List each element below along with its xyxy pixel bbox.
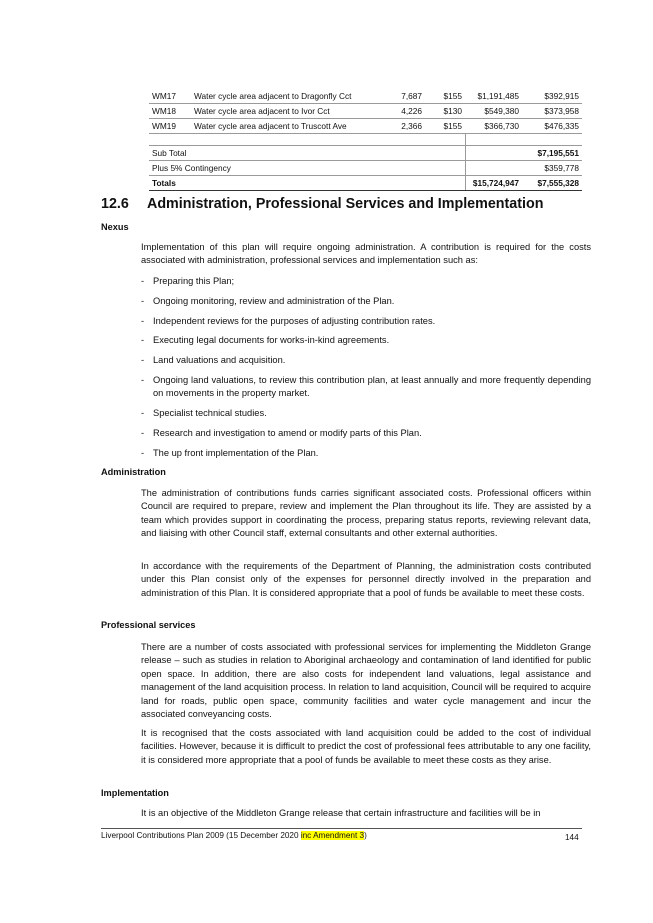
item-contribution: $476,335	[522, 119, 582, 134]
administration-paragraph-2: In accordance with the requirements of the Department of Planning, the administration costs contributed under this Plan consist only of the expenses for personnel directly involved in the preparation and administration of this Plan. It is considered appropriate that a pool of funds be available to meet these costs.	[141, 561, 591, 598]
nexus-bullet-list	[141, 275, 591, 467]
item-description: Water cycle area adjacent to Ivor Cct	[191, 104, 381, 119]
subtotal-row	[149, 146, 582, 161]
table-spacer-row	[149, 134, 582, 146]
list-item: - Land valuations and acquisition.	[141, 355, 286, 366]
list-item: - Preparing this Plan;	[141, 276, 235, 286]
section-heading	[101, 196, 543, 212]
administration-paragraph-1: The administration of contributions funds carries significant associated costs. Professional officers within Council are required to prepare, review and implement the Plan throughout its life. They are assisted by a team which provides support in coordinating the process, preparing status reports, reviewing relevant data, and liaising with other Council staff, external consultants and other external authorities.	[141, 488, 591, 539]
table-row	[149, 119, 582, 134]
item-code: WM18	[149, 104, 191, 119]
professional-services-heading: Professional services	[101, 620, 196, 630]
professional-services-paragraph-1: There are a number of costs associated with professional services for implementing the Middleton Grange release – such as studies in relation to Aboriginal archaeology and contamination of land identified for public open space. In addition, there are also costs for independent land valuations, legal assistance and management of the land acquisition process. In relation to land acquisition, Council will be required to acquire land for roads, public open space, community facilities and water cycle management and incur the associated conveyancing costs.	[141, 642, 591, 720]
item-contribution: $392,915	[522, 89, 582, 104]
item-contribution: $373,958	[522, 104, 582, 119]
professional-services-paragraph-2: It is recognised that the costs associated with land acquisition could be added to the cost of individual facilities. However, because it is difficult to predict the cost of professional fees attributable to any one facility, it is considered more appropriate that a pool of funds be available to meet these costs as they arise.	[141, 728, 591, 765]
section-title: Administration, Professional Services and Implementation	[147, 196, 544, 212]
page-number: 144	[565, 833, 579, 842]
list-item: - The up front implementation of the Plan.	[141, 447, 319, 458]
contingency-value: $359,778	[522, 161, 582, 176]
item-description: Water cycle area adjacent to Truscott Ave	[191, 119, 381, 134]
contingency-row	[149, 161, 582, 176]
item-cost: $549,380	[465, 104, 522, 119]
nexus-heading: Nexus	[101, 222, 129, 232]
footer-divider	[101, 828, 582, 829]
list-item: - Research and investigation to amend or modify parts of this Plan.	[141, 427, 422, 438]
item-description: Water cycle area adjacent to Dragonfly Cct	[191, 89, 381, 104]
item-rate: $155	[425, 89, 465, 104]
item-code: WM19	[149, 119, 191, 134]
administration-heading: Administration	[101, 467, 166, 477]
list-item: - Specialist technical studies.	[141, 408, 267, 419]
amendment-highlight: inc Amendment 3	[300, 831, 365, 840]
implementation-paragraph: It is an objective of the Middleton Grange release that certain infrastructure and facilities will be in	[141, 808, 541, 818]
item-cost: $1,191,485	[465, 89, 522, 104]
item-rate: $130	[425, 104, 465, 119]
contingency-label: Plus 5% Contingency	[149, 161, 465, 176]
section-number: 12.6	[101, 196, 129, 212]
item-code: WM17	[149, 89, 191, 104]
cost-table	[149, 89, 582, 191]
totals-row	[149, 176, 582, 191]
totals-value: $7,555,328	[522, 176, 582, 191]
item-quantity: 7,687	[381, 89, 425, 104]
subtotal-label: Sub Total	[149, 146, 465, 161]
table-row	[149, 104, 582, 119]
list-item: - Executing legal documents for works-in-kind agreements.	[141, 335, 390, 346]
item-rate: $155	[425, 119, 465, 134]
list-item: - Ongoing monitoring, review and administration of the Plan.	[141, 295, 395, 306]
totals-label: Totals	[149, 176, 465, 191]
item-quantity: 2,366	[381, 119, 425, 134]
nexus-intro: Implementation of this plan will require ongoing administration. A contribution is required for the costs associated with administration, professional services and implementation such as:	[141, 242, 591, 266]
subtotal-value: $7,195,551	[522, 146, 582, 161]
implementation-heading: Implementation	[101, 788, 169, 798]
footer-text: Liverpool Contributions Plan 2009 (15 December 2020 inc Amendment 3)	[101, 831, 367, 840]
totals-cost: $15,724,947	[465, 176, 522, 191]
table-row	[149, 89, 582, 104]
list-item: - Ongoing land valuations, to review this contribution plan, at least annually and more frequently depending on movements in the property market.	[141, 374, 591, 399]
item-cost: $366,730	[465, 119, 522, 134]
item-quantity: 4,226	[381, 104, 425, 119]
list-item: - Independent reviews for the purposes of adjusting contribution rates.	[141, 315, 436, 326]
